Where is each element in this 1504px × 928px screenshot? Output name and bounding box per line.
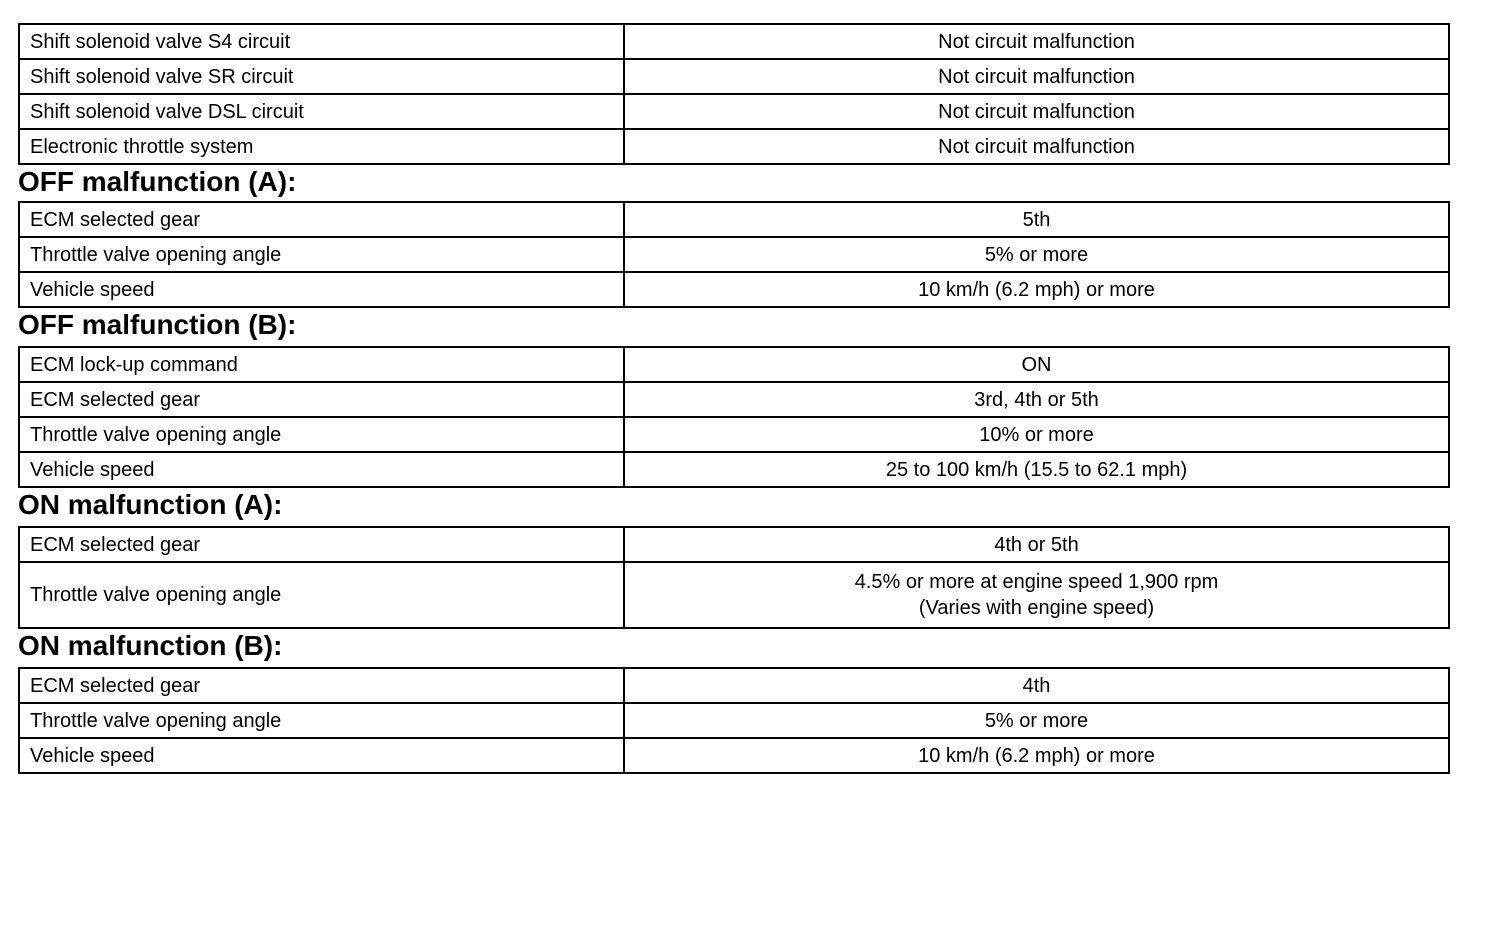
table-row	[19, 668, 1449, 703]
condition-cell: Not circuit malfunction	[624, 59, 1449, 94]
table-row	[19, 452, 1449, 487]
on-malfunction-a-table	[18, 526, 1450, 629]
item-cell: ECM selected gear	[19, 202, 624, 237]
condition-cell: 4th	[624, 668, 1449, 703]
condition-cell: 10 km/h (6.2 mph) or more	[624, 272, 1449, 307]
item-cell: Vehicle speed	[19, 452, 624, 487]
table-row	[19, 59, 1449, 94]
table-row	[19, 24, 1449, 59]
condition-line: (Varies with engine speed)	[918, 597, 1155, 619]
condition-cell: ON	[624, 347, 1449, 382]
item-cell: Throttle valve opening angle	[19, 237, 624, 272]
item-cell: Vehicle speed	[19, 272, 624, 307]
item-cell: Shift solenoid valve S4 circuit	[19, 24, 624, 59]
item-cell: ECM selected gear	[19, 527, 624, 562]
table-row	[19, 347, 1449, 382]
condition-line: 4.5% or more at engine speed 1,900 rpm	[854, 571, 1219, 593]
condition-cell: 5% or more	[624, 703, 1449, 738]
item-cell: Electronic throttle system	[19, 129, 624, 164]
table-row	[19, 202, 1449, 237]
item-cell: ECM selected gear	[19, 382, 624, 417]
document-page	[18, 23, 1450, 774]
on-malfunction-a-heading: ON malfunction (A):	[18, 489, 283, 520]
table-row	[19, 237, 1449, 272]
off-malfunction-a-table	[18, 201, 1450, 308]
item-cell: Throttle valve opening angle	[19, 417, 624, 452]
on-malfunction-b-heading: ON malfunction (B):	[18, 630, 283, 661]
table-row	[19, 94, 1449, 129]
condition-cell	[624, 562, 1449, 628]
item-cell: ECM lock-up command	[19, 347, 624, 382]
table-row	[19, 272, 1449, 307]
table-row	[19, 562, 1449, 628]
on-malfunction-b-table	[18, 667, 1450, 774]
off-malfunction-a-heading: OFF malfunction (A):	[18, 166, 297, 197]
condition-cell: Not circuit malfunction	[624, 24, 1449, 59]
condition-cell: 25 to 100 km/h (15.5 to 62.1 mph)	[624, 452, 1449, 487]
item-cell: Shift solenoid valve DSL circuit	[19, 94, 624, 129]
condition-cell: 4th or 5th	[624, 527, 1449, 562]
circuit-condition-table	[18, 23, 1450, 165]
table-row	[19, 703, 1449, 738]
item-cell: Vehicle speed	[19, 738, 624, 773]
item-cell: ECM selected gear	[19, 668, 624, 703]
off-malfunction-b-heading: OFF malfunction (B):	[18, 309, 297, 340]
table-row	[19, 527, 1449, 562]
table-row	[19, 129, 1449, 164]
item-cell: Throttle valve opening angle	[19, 703, 624, 738]
table-row	[19, 382, 1449, 417]
condition-cell: 5th	[624, 202, 1449, 237]
table-row	[19, 738, 1449, 773]
item-cell: Throttle valve opening angle	[19, 562, 624, 628]
condition-cell: Not circuit malfunction	[624, 94, 1449, 129]
off-malfunction-b-table	[18, 346, 1450, 488]
condition-cell: 10% or more	[624, 417, 1449, 452]
condition-cell: 10 km/h (6.2 mph) or more	[624, 738, 1449, 773]
condition-cell: Not circuit malfunction	[624, 129, 1449, 164]
condition-cell: 5% or more	[624, 237, 1449, 272]
table-row	[19, 417, 1449, 452]
condition-cell: 3rd, 4th or 5th	[624, 382, 1449, 417]
item-cell: Shift solenoid valve SR circuit	[19, 59, 624, 94]
